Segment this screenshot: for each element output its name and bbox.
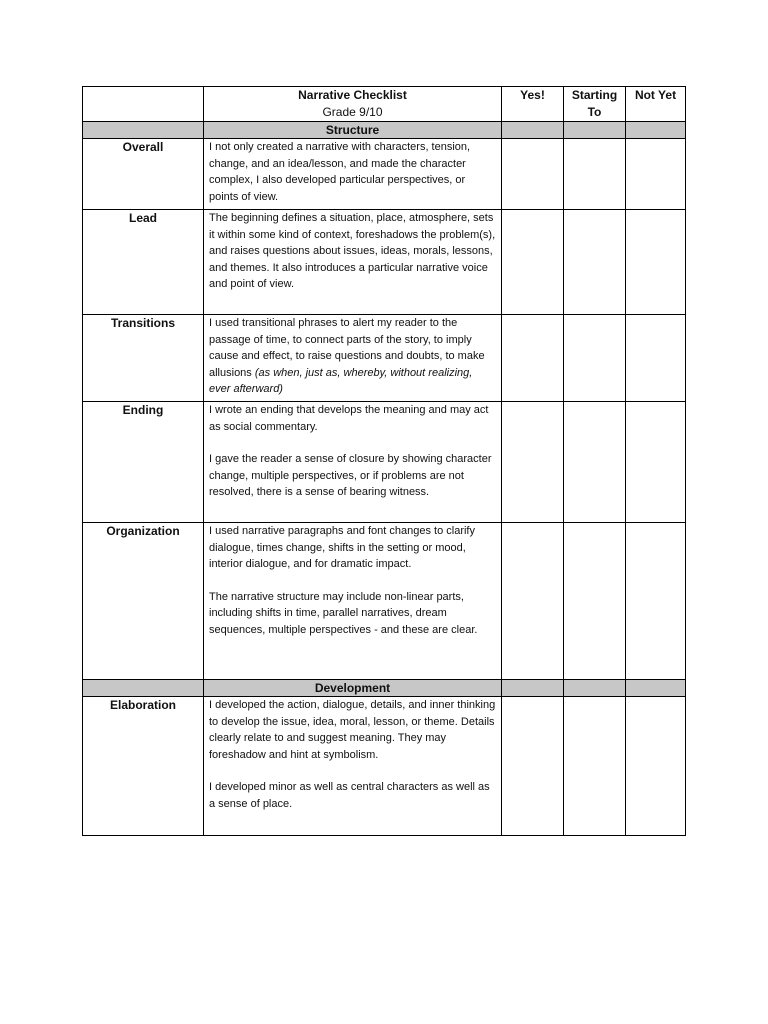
criterion-label: Overall bbox=[83, 139, 204, 210]
criterion-description: I used transitional phrases to alert my reader to the passage of time, to connect parts of the story, to imply cause and effect, to raise questions and doubts, to make allusions (as when, just as, whereby, without realizing, ever afterward) bbox=[204, 315, 502, 402]
title-cell bbox=[204, 87, 502, 122]
not-yet-cell[interactable] bbox=[626, 315, 686, 402]
table-row-overall bbox=[83, 139, 686, 210]
section-row-structure bbox=[83, 122, 686, 139]
starting-to-cell[interactable] bbox=[564, 139, 626, 210]
not-yet-cell[interactable] bbox=[626, 523, 686, 680]
checklist-title: Narrative Checklist bbox=[298, 88, 407, 102]
yes-cell[interactable] bbox=[502, 139, 564, 210]
criterion-description: The beginning defines a situation, place, atmosphere, sets it within some kind of context, foreshadows the problem(s), and raises questions about issues, ideas, morals, lessons, and themes. It also introduces a particular narrative voice and point of view. bbox=[204, 210, 502, 315]
column-header-starting-to: Starting To bbox=[564, 87, 626, 122]
criterion-description: I not only created a narrative with characters, tension, change, and an idea/lesson, and made the character complex, I also developed particular perspectives, or points of view. bbox=[204, 139, 502, 210]
narrative-checklist-table bbox=[82, 86, 686, 836]
section-title-development: Development bbox=[204, 680, 502, 697]
criterion-description: I wrote an ending that develops the meaning and may act as social commentary. I gave the reader a sense of closure by showing character change, multiple perspectives, or if problems are not resolved, there is a sense of bearing witness. bbox=[204, 402, 502, 523]
grade-label: Grade 9/10 bbox=[322, 104, 383, 119]
column-header-not-yet: Not Yet bbox=[626, 87, 686, 122]
example-phrases: (as when, just as, whereby, without realizing, ever afterward) bbox=[209, 366, 473, 395]
criterion-label: Elaboration bbox=[83, 697, 204, 836]
not-yet-cell[interactable] bbox=[626, 697, 686, 836]
criterion-label: Organization bbox=[83, 523, 204, 680]
starting-to-cell[interactable] bbox=[564, 315, 626, 402]
header-row bbox=[83, 87, 686, 122]
table-row-lead bbox=[83, 210, 686, 315]
table-row-organization bbox=[83, 523, 686, 680]
table-row-elaboration bbox=[83, 697, 686, 836]
section-title-structure: Structure bbox=[204, 122, 502, 139]
yes-cell[interactable] bbox=[502, 697, 564, 836]
not-yet-cell[interactable] bbox=[626, 210, 686, 315]
yes-cell[interactable] bbox=[502, 315, 564, 402]
table-row-ending bbox=[83, 402, 686, 523]
criterion-description: I developed the action, dialogue, details, and inner thinking to develop the issue, idea, moral, lesson, or theme. Details clearly relate to and suggest meaning. They may foreshadow and hint at symbolism. I developed minor as well as central characters as well as a sense of place. bbox=[204, 697, 502, 836]
criterion-label: Ending bbox=[83, 402, 204, 523]
yes-cell[interactable] bbox=[502, 402, 564, 523]
header-blank-cell bbox=[83, 87, 204, 122]
criterion-description: I used narrative paragraphs and font changes to clarify dialogue, times change, shifts in the setting or mood, interior dialogue, and for dramatic impact. The narrative structure may include non-linear parts, including shifts in time, parallel narratives, dream sequences, multiple perspectives - and these are clear. bbox=[204, 523, 502, 680]
criterion-label: Lead bbox=[83, 210, 204, 315]
yes-cell[interactable] bbox=[502, 210, 564, 315]
starting-to-cell[interactable] bbox=[564, 402, 626, 523]
starting-to-cell[interactable] bbox=[564, 523, 626, 680]
column-header-yes: Yes! bbox=[502, 87, 564, 122]
table-row-transitions bbox=[83, 315, 686, 402]
not-yet-cell[interactable] bbox=[626, 139, 686, 210]
yes-cell[interactable] bbox=[502, 523, 564, 680]
section-row-development bbox=[83, 680, 686, 697]
starting-to-cell[interactable] bbox=[564, 697, 626, 836]
criterion-label: Transitions bbox=[83, 315, 204, 402]
starting-to-cell[interactable] bbox=[564, 210, 626, 315]
not-yet-cell[interactable] bbox=[626, 402, 686, 523]
